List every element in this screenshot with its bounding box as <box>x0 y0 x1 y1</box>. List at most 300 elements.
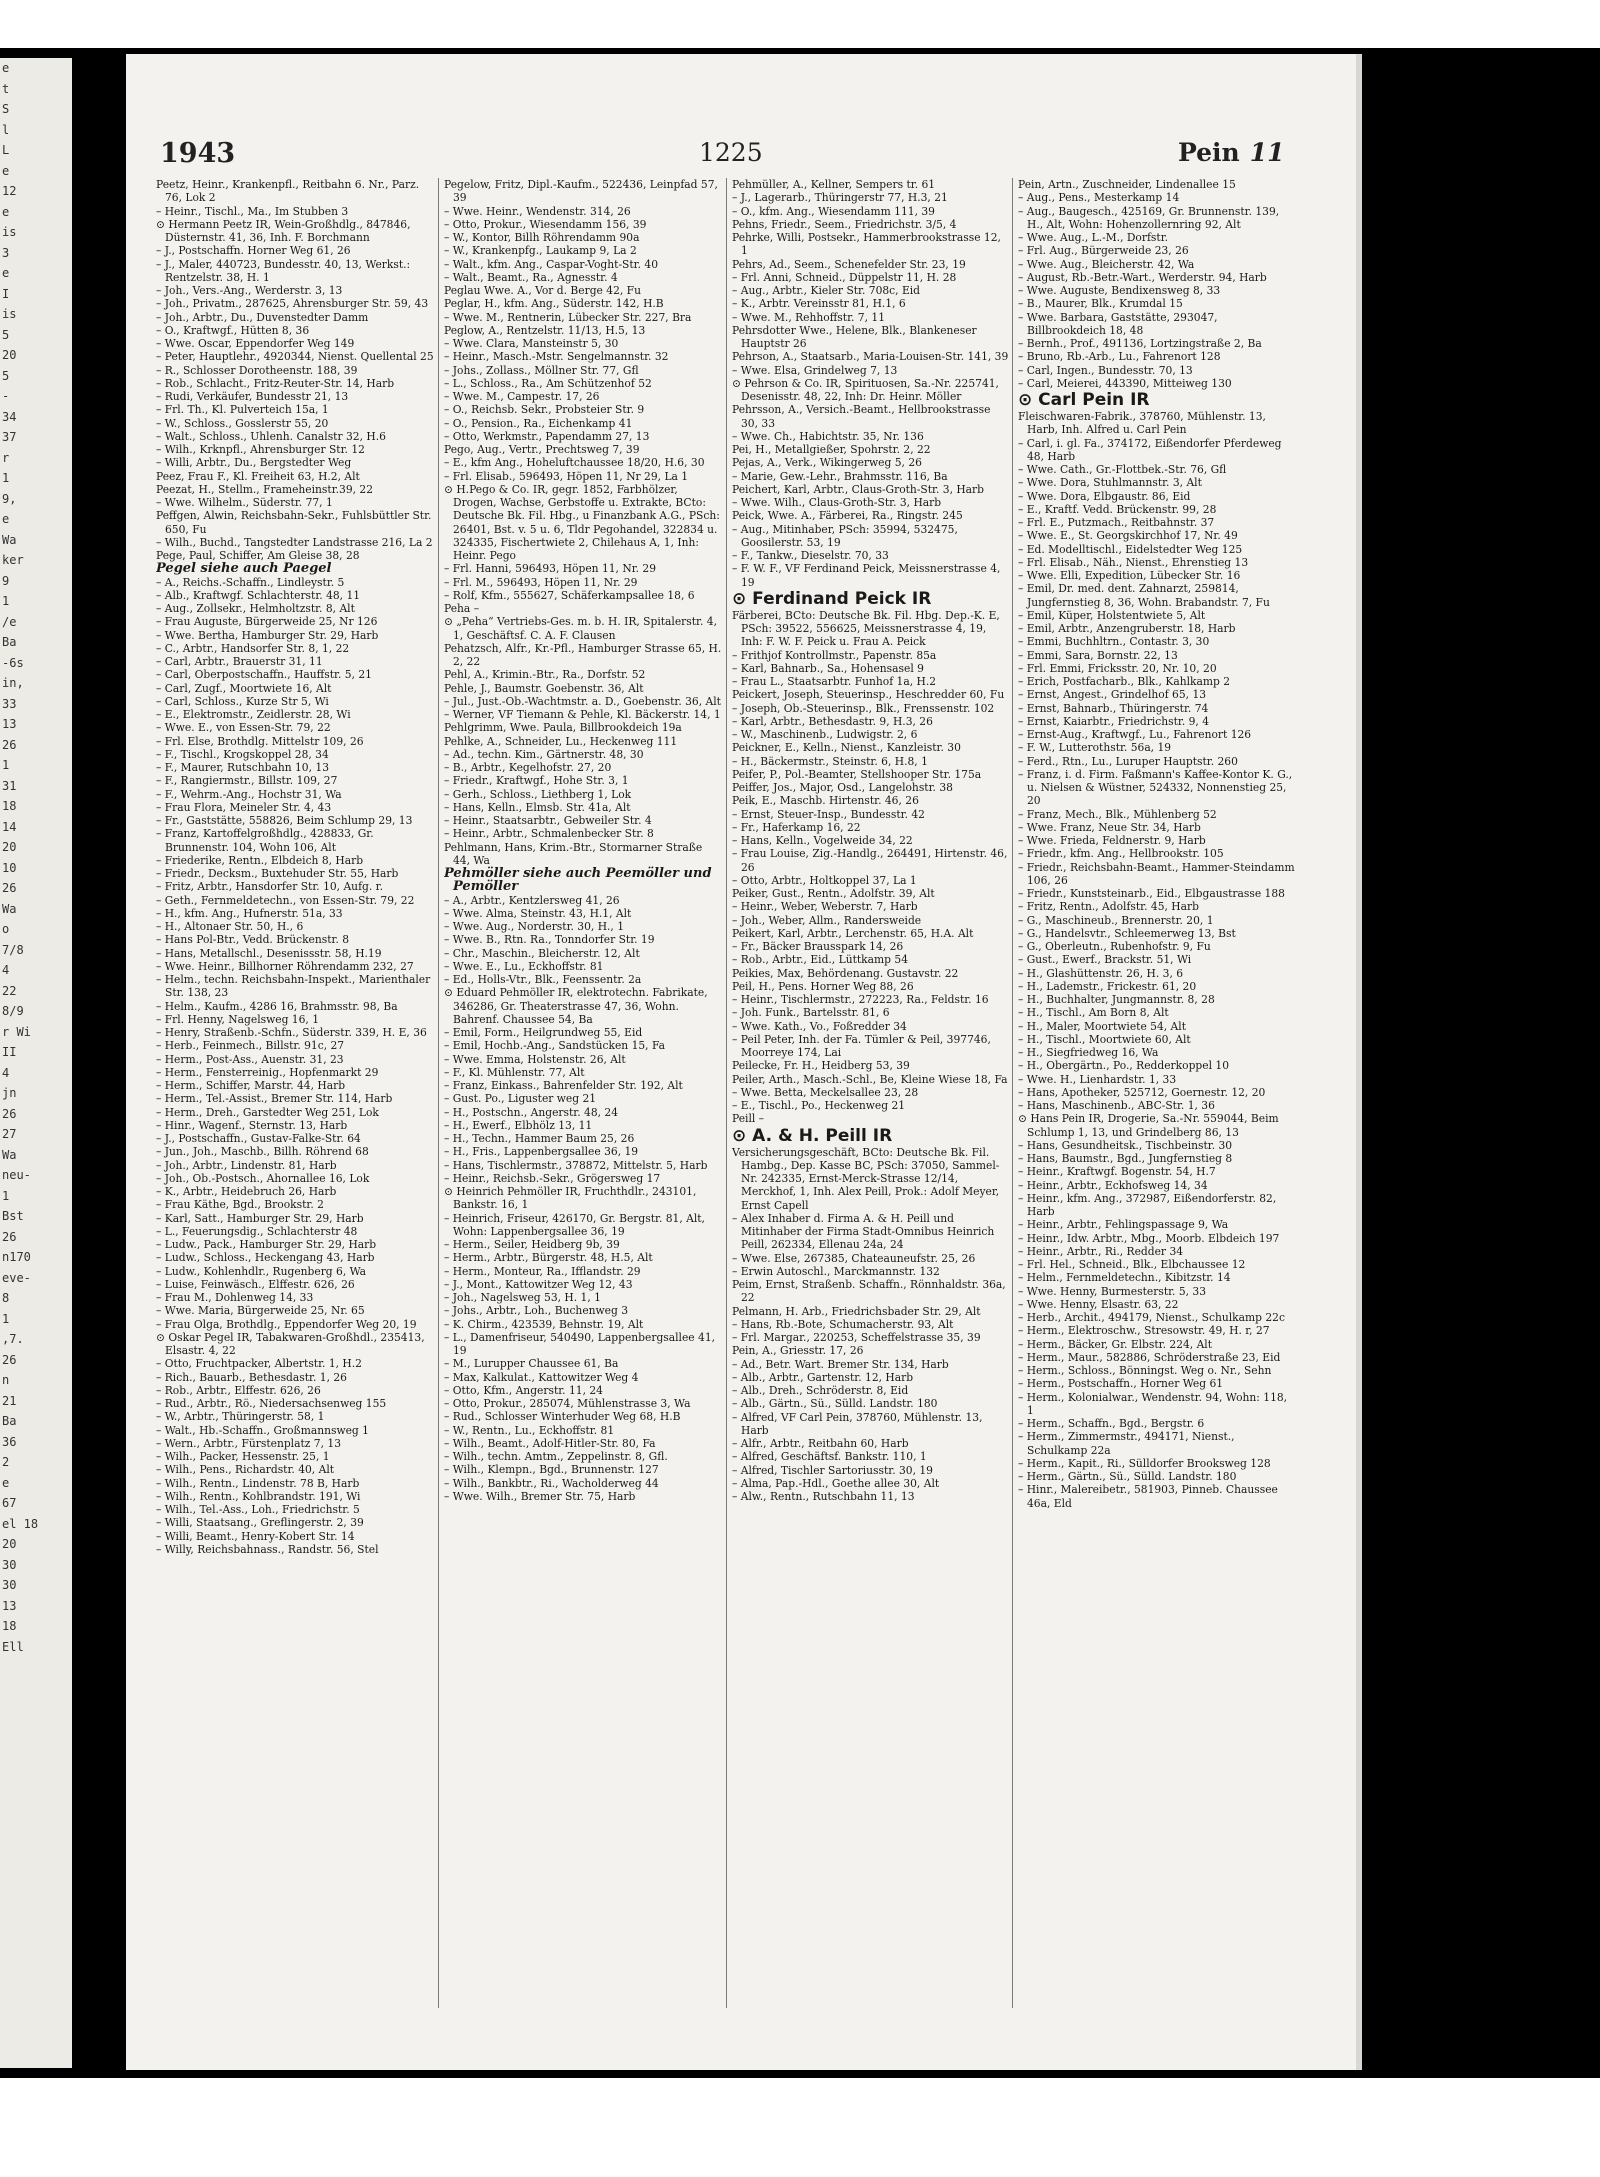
directory-entry: – Ernst, Angest., Grindelhof 65, 13 <box>1018 688 1207 702</box>
directory-entry: – Frl. Margar., 220253, Scheffelstrasse 35, 39 <box>732 1331 981 1344</box>
directory-entry: – Jul., Just.-Ob.-Wachtmstr. a. D., Goebenstr. 36, Alt <box>444 694 721 708</box>
margin-fragment: Ell <box>2 1639 24 1654</box>
directory-entry: – Walt., Schloss., Uhlenh. Canalstr 32, H.6 <box>156 429 386 443</box>
directory-entry: – Wwe. Clara, Mansteinstr 5, 30 <box>444 337 619 350</box>
margin-fragment: e <box>2 204 10 219</box>
directory-entry: ⊙ Eduard Pehmöller IR, elektrotechn. Fabrikate, 346286, Gr. Theaterstrasse 47, 36, Wohn. Bahrenf. Chaussee 54, Ba <box>444 986 708 1026</box>
directory-entry: ⊙ H.Pego & Co. IR, gegr. 1852, Farbhölzer, Drogen, Wachse, Gerbstoffe u. Extrakte, BCto: Deutsche Bk. Fil. Hbg., u Finanzbank A.G., PSch: 26401, Bst. v. 5 u. 6, Tldr Pegohandel, 322834 u. 324335, Fischertwiete 2, Chilehaus A, 1, Inh: Heinr. Pego <box>444 482 720 562</box>
margin-fragment: 37 <box>2 430 17 444</box>
page-number: 1225 <box>699 138 763 167</box>
directory-entry: – Wwe. B., Rtn. Ra., Tonndorfer Str. 19 <box>444 933 655 947</box>
directory-entry: Peglar, H., kfm. Ang., Süderstr. 142, H.B <box>444 297 664 311</box>
directory-entry: – F. W., Lutterothstr. 56a, 19 <box>1018 741 1172 755</box>
directory-entry: Pehlmann, Hans, Krim.-Btr., Stormarner Straße 44, Wa <box>444 840 703 867</box>
directory-entry: – Henry, Straßenb.-Schfn., Süderstr. 339, H. E, 36 <box>156 1026 427 1039</box>
directory-entry: – E., kfm Ang., Hoheluftchaussee 18/20, H.6, 30 <box>444 456 705 470</box>
directory-entry: Versicherungsgeschäft, BCto: Deutsche Bk. Fil. Hambg., Dep. Kasse BC, PSch: 37050, Sammel-Nr. 242335, Ernst-Merck-Strasse 12/14, Merckhof, 1, Inh. Alex Peill, Prok.: Adolf Meyer, Ernst Capell <box>732 1145 1000 1212</box>
directory-entry: – Frithjof Kontrollmstr., Papenstr. 85a <box>732 648 937 662</box>
directory-entry: – Alw., Rentn., Rutschbahn 11, 13 <box>732 1490 915 1503</box>
previous-page-margin <box>0 58 72 2068</box>
margin-fragment: e <box>2 266 10 280</box>
margin-fragment: 1 <box>2 471 10 485</box>
directory-entry: – Joh., Weber, Allm., Randersweide <box>732 913 922 927</box>
directory-entry: Peikert, Karl, Arbtr., Lerchenstr. 65, H.A. Alt <box>732 926 974 940</box>
directory-entry: – Ludw., Kohlenhdlr., Rugenberg 6, Wa <box>156 1264 367 1278</box>
directory-entry: – Hans, Kelln., Elmsb. Str. 41a, Alt <box>444 800 631 814</box>
directory-entry: – Wwe. Aug., Bleicherstr. 42, Wa <box>1018 257 1195 271</box>
directory-entry: – Wwe. Elsa, Grindelweg 7, 13 <box>732 363 898 377</box>
page-edge <box>1356 54 1362 2070</box>
directory-entry: – Frl. Th., Kl. Pulverteich 15a, 1 <box>156 403 329 417</box>
directory-column-3 <box>732 178 1010 2008</box>
directory-entry: – Wwe. Wilh., Claus-Groth-Str. 3, Harb <box>732 496 942 509</box>
margin-fragment: e <box>2 61 10 75</box>
directory-entry: – H., Tischl., Am Born 8, Alt <box>1018 1006 1169 1020</box>
running-head <box>1178 138 1285 167</box>
directory-entry: – H., Obergärtn., Po., Redderkoppel 10 <box>1018 1059 1229 1073</box>
directory-entry: – O., Reichsb. Sekr., Probsteier Str. 9 <box>444 403 645 417</box>
directory-entry: – Heinr., Idw. Arbtr., Mbg., Moorb. Elbdeich 197 <box>1018 1231 1280 1245</box>
directory-entry: Pego, Aug., Vertr., Prechtsweg 7, 39 <box>444 443 640 456</box>
directory-entry: – W., Schloss., Gosslerstr 55, 20 <box>156 416 329 430</box>
directory-entry: – Wwe. Ch., Habichtstr. 35, Nr. 136 <box>732 429 924 443</box>
directory-entry: – G., Oberleutn., Rubenhofstr. 9, Fu <box>1018 940 1211 953</box>
directory-entry: – F. W. F., VF Ferdinand Peick, Meissnerstrasse 4, 19 <box>732 562 1001 589</box>
directory-entry: – Wilh., Rentn., Kohlbrandstr. 191, Wi <box>156 1489 361 1503</box>
directory-entry: – Ed. Modelltischl., Eidelstedter Weg 125 <box>1018 542 1243 556</box>
directory-entry: – K., Arbtr., Heidebruch 26, Harb <box>156 1185 337 1198</box>
directory-entry: – Erich, Postfacharb., Blk., Kahlkamp 2 <box>1018 675 1231 688</box>
directory-entry: – Wwe. Barbara, Gaststätte, 293047, Billbrookdeich 18, 48 <box>1018 310 1218 337</box>
directory-entry: – Joh., Ob.-Postsch., Ahornallee 16, Lok <box>156 1171 370 1185</box>
directory-entry: – Wwe. M., Campestr. 17, 26 <box>444 390 600 403</box>
directory-entry: – Frl. Emmi, Fricksstr. 20, Nr. 10, 20 <box>1018 661 1217 675</box>
directory-entry: – Wwe. Aug., Norderstr. 30, H., 1 <box>444 920 625 933</box>
directory-entry: Färberei, BCto: Deutsche Bk. Fil. Hbg. Dep.-K. E, PSch: 39522, 556625, Meissnerstrasse 4, 19, Inh: F. W. F. Peick u. Frau A. Peick <box>732 608 1000 649</box>
margin-fragment: in, <box>2 676 24 690</box>
column-rule <box>438 178 439 2008</box>
margin-fragment: is <box>2 307 17 321</box>
directory-entry: – F., Maurer, Rutschbahn 10, 13 <box>156 761 329 774</box>
directory-entry: – Otto, Kfm., Angerstr. 11, 24 <box>444 1383 603 1397</box>
directory-entry: – Ludw., Pack., Hamburger Str. 29, Harb <box>156 1238 377 1251</box>
margin-fragment: 26 <box>2 1106 17 1121</box>
directory-entry: – Herm., Arbtr., Bürgerstr. 48, H.5, Alt <box>444 1251 653 1265</box>
directory-entry: ⊙ „Peha“ Vertriebs-Ges. m. b. H. IR, Spitalerstr. 4, 1, Geschäftsf. C. A. F. Clausen <box>444 615 717 642</box>
directory-entry: – Willi, Staatsang., Greflingerstr. 2, 39 <box>156 1516 364 1530</box>
directory-entry: Peglau Wwe. A., Vor d. Berge 42, Fu <box>444 284 641 297</box>
margin-fragment: e <box>2 163 10 178</box>
margin-fragment: o <box>2 922 10 936</box>
directory-entry: – Wwe. Else, 267385, Chateauneufstr. 25, 26 <box>732 1251 976 1265</box>
directory-entry: – Wwe. E., von Essen-Str. 79, 22 <box>156 721 331 735</box>
directory-entry: – Bruno, Rb.-Arb., Lu., Fahrenort 128 <box>1018 350 1221 364</box>
directory-entry: – Carl, Schloss., Kurze Str 5, Wi <box>156 694 329 708</box>
directory-entry: – Emmi, Sara, Bornstr. 22, 13 <box>1018 648 1178 662</box>
directory-entry: – E., Tischl., Po., Heckenweg 21 <box>732 1099 906 1112</box>
margin-fragment: 20 <box>2 840 17 854</box>
directory-entry: – Frau Louise, Zig.-Handlg., 264491, Hirtenstr. 46, 26 <box>732 847 1008 874</box>
directory-entry: – Otto, Arbtr., Holtkoppel 37, La 1 <box>732 873 917 887</box>
margin-fragment: II <box>2 1045 17 1059</box>
directory-entry: – Wilh., Tel.-Ass., Loh., Friedrichstr. 5 <box>156 1503 360 1516</box>
directory-entry: ⊙ Pehrson & Co. IR, Spirituosen, Sa.-Nr. 225741, Desenisstr. 48, 22, Inh: Dr. Heinr. Möller <box>732 376 999 403</box>
margin-fragment: 26 <box>2 1229 17 1244</box>
page-year: 1943 <box>160 138 236 169</box>
directory-column-4 <box>1018 178 1296 2008</box>
directory-entry: – Wilh., Klempn., Bgd., Brunnenstr. 127 <box>444 1463 659 1477</box>
directory-entry: – F., Tischl., Krogskoppel 28, 34 <box>156 747 329 761</box>
directory-entry: – W., Kontor, Billh Röhrendamm 90a <box>444 231 640 244</box>
directory-entry: – Aug., Arbtr., Kieler Str. 708c, Eid <box>732 284 921 297</box>
directory-entry: – Emmi, Buchhltrn., Contastr. 3, 30 <box>1018 635 1210 649</box>
directory-entry: – K., Arbtr. Vereinsstr 81, H.1, 6 <box>732 297 906 311</box>
directory-entry: – H., Siegfriedweg 16, Wa <box>1018 1046 1159 1059</box>
directory-entry: Peickner, E., Kelln., Nienst., Kanzleistr. 30 <box>732 741 961 755</box>
directory-entry: – Hinr., Malereibetr., 581903, Pinneb. Chaussee 46a, Eld <box>1018 1483 1278 1510</box>
directory-entry: – H., Buchhalter, Jungmannstr. 8, 28 <box>1018 993 1215 1006</box>
directory-entry: – Fritz, Arbtr., Hansdorfer Str. 10, Aufg. r. <box>156 880 383 894</box>
directory-entry: – Frl. M., 596493, Höpen 11, Nr. 29 <box>444 575 638 589</box>
margin-fragment: /e <box>2 614 17 629</box>
directory-entry: – Otto, Prokur., 285074, Mühlenstrasse 3, Wa <box>444 1397 691 1410</box>
directory-entry: – Hans, Rb.-Bote, Schumacherstr. 93, Alt <box>732 1317 954 1331</box>
directory-entry: – Hans Pol-Btr., Vedd. Brückenstr. 8 <box>156 933 350 947</box>
margin-fragment: 34 <box>2 409 17 424</box>
directory-entry: ⊙ Hermann Peetz IR, Wein-Großhdlg., 847846, Düsternstr. 41, 36, Inh. F. Borchmann <box>156 217 411 244</box>
directory-entry: – F., Wehrm.-Ang., Hochstr 31, Wa <box>156 787 342 801</box>
directory-entry: – Herb., Archit., 494179, Nienst., Schulkamp 22c <box>1018 1311 1285 1324</box>
margin-fragment: 10 <box>2 860 17 875</box>
directory-entry: Pehatzsch, Alfr., Kr.-Pfl., Hamburger Strasse 65, H. 2, 22 <box>444 641 722 668</box>
directory-entry: ⊙ Heinrich Pehmöller IR, Fruchthdlr., 243101, Bankstr. 16, 1 <box>444 1185 697 1212</box>
margin-fragment: Bst <box>2 1209 24 1223</box>
directory-entry: – J., Mont., Kattowitzer Weg 12, 43 <box>444 1277 633 1291</box>
directory-entry: – Heinr., kfm. Ang., 372987, Eißendorferstr. 82, Harb <box>1018 1191 1277 1218</box>
directory-entry: – Wwe. E., Lu., Eckhoffstr. 81 <box>444 959 604 973</box>
directory-entry: – Frl. Elisab., 596493, Höpen 11, Nr 29, La 1 <box>444 469 689 483</box>
directory-entry: – Heinr., Arbtr., Eckhofsweg 14, 34 <box>1018 1178 1208 1192</box>
directory-entry: – Wwe. Heinr., Billhorner Röhrendamm 232, 27 <box>156 959 414 973</box>
margin-fragment: 12 <box>2 184 17 198</box>
directory-entry: – Frau Auguste, Bürgerweide 25, Nr 126 <box>156 615 378 629</box>
margin-fragment: r <box>2 450 10 465</box>
directory-entry: – Fr., Bäcker Brausspark 14, 26 <box>732 940 904 953</box>
directory-entry: – Joh. Funk., Bartelsstr. 81, 6 <box>732 1006 890 1020</box>
directory-entry: – Wilh., Krknpfl., Ahrensburger Str. 12 <box>156 443 365 456</box>
directory-entry: – Rich., Bauarb., Bethesdastr. 1, 26 <box>156 1370 347 1384</box>
directory-entry: – A., Reichs.-Schaffn., Lindleystr. 5 <box>156 575 345 589</box>
directory-entry: – Carl, i. gl. Fa., 374172, Eißendorfer Pferdeweg 48, Harb <box>1018 436 1282 463</box>
margin-fragment: 33 <box>2 696 17 711</box>
directory-entry: – Heinrich, Friseur, 426170, Gr. Bergstr. 81, Alt, Wohn: Lappenbergsallee 36, 19 <box>444 1211 705 1238</box>
directory-entry: ⊙ Carl Pein IR <box>1018 390 1150 410</box>
margin-fragment: 4 <box>2 1065 10 1080</box>
directory-entry: ⊙ A. & H. Peill IR <box>732 1125 893 1146</box>
margin-fragment: 21 <box>2 1393 17 1408</box>
margin-fragment: 27 <box>2 1127 17 1141</box>
directory-entry: – C., Arbtr., Handsorfer Str. 8, 1, 22 <box>156 641 350 655</box>
directory-entry: – Gerh., Schloss., Liethberg 1, Lok <box>444 787 632 801</box>
directory-entry: – Johs., Zollass., Möllner Str. 77, Gfl <box>444 363 639 377</box>
directory-entry: Peilecke, Fr. H., Heidberg 53, 39 <box>732 1059 910 1073</box>
directory-entry: – Friedr., Kunststeinarb., Eid., Elbgaustrasse 188 <box>1018 887 1285 900</box>
margin-fragment: 1 <box>2 594 10 608</box>
directory-entry: Pehrke, Willi, Postsekr., Hammerbrookstrasse 12, 1 <box>732 231 1001 258</box>
margin-fragment: 14 <box>2 819 17 834</box>
directory-entry: – Frl. Hel., Schneid., Blk., Elbchaussee 12 <box>1018 1258 1246 1271</box>
directory-entry: – Alfred, Geschäftsf. Bankstr. 110, 1 <box>732 1450 927 1464</box>
margin-fragment: 4 <box>2 963 10 977</box>
directory-entry: – Johs., Arbtr., Loh., Buchenweg 3 <box>444 1304 629 1318</box>
directory-entry: – Wwe. Wilhelm., Süderstr. 77, 1 <box>156 496 333 509</box>
directory-entry: – Frl. Else, Brothdlg. Mittelstr 109, 26 <box>156 734 364 748</box>
margin-fragment: 31 <box>2 778 17 793</box>
column-rule <box>726 178 727 2008</box>
margin-fragment: L <box>2 143 10 157</box>
directory-entry: – Marie, Gew.-Lehr., Brahmsstr. 116, Ba <box>732 469 948 483</box>
directory-entry: – Wwe. Henny, Burmesterstr. 5, 33 <box>1018 1284 1207 1298</box>
directory-entry: – Aug., Zollsekr., Helmholtzstr. 8, Alt <box>156 602 355 615</box>
directory-entry: – Emil, Küper, Holstentwiete 5, Alt <box>1018 608 1206 622</box>
directory-entry: – Heinr., Reichsb.-Sekr., Grögersweg 17 <box>444 1171 661 1185</box>
directory-entry: – Wwe. Aug., L.-M., Dorfstr. <box>1018 231 1169 244</box>
margin-fragment: 5 <box>2 368 10 383</box>
directory-entry: – Alb., Gärtn., Sü., Sülld. Landstr. 180 <box>732 1397 938 1411</box>
margin-fragment: -6s <box>2 655 24 670</box>
directory-entry: – Geth., Fernmeldetechn., von Essen-Str. 79, 22 <box>156 893 415 907</box>
directory-entry: Pehmöller siehe auch Peemöller und Pemöller <box>444 866 712 895</box>
directory-entry: – G., Maschineub., Brennerstr. 20, 1 <box>1018 913 1214 927</box>
directory-entry: Peetz, Heinr., Krankenpfl., Reitbahn 6. Nr., Parz. 76, Lok 2 <box>156 178 420 205</box>
directory-entry: – Carl, Ingen., Bundesstr. 70, 13 <box>1018 363 1193 377</box>
directory-entry: – Frl. E., Putzmach., Reitbahnstr. 37 <box>1018 516 1215 529</box>
directory-entry: – Walt., Beamt., Ra., Agnesstr. 4 <box>444 270 618 284</box>
directory-entry: – Emil, Hochb.-Ang., Sandstücken 15, Fa <box>444 1039 666 1053</box>
directory-entry: Pegelow, Fritz, Dipl.-Kaufm., 522436, Leinpfad 57, 39 <box>444 178 718 205</box>
directory-entry: – Bernh., Prof., 491136, Lortzingstraße 2, Ba <box>1018 337 1262 350</box>
directory-entry: – Carl, Arbtr., Brauerstr 31, 11 <box>156 655 323 668</box>
directory-entry: – Hans, Apotheker, 525712, Goernestr. 12, 20 <box>1018 1085 1266 1099</box>
directory-entry: – Luise, Feinwäsch., Elffestr. 626, 26 <box>156 1277 355 1291</box>
margin-fragment: 8/9 <box>2 1004 24 1018</box>
directory-entry: – Joh., Privatm., 287625, Ahrensburger Str. 59, 43 <box>156 297 429 311</box>
directory-entry: – Wilh., Beamt., Adolf-Hitler-Str. 80, Fa <box>444 1436 656 1450</box>
directory-entry: – E., Elektromstr., Zeidlerstr. 28, Wi <box>156 708 351 721</box>
directory-entry: – Wilh., Pens., Richardstr. 40, Alt <box>156 1463 335 1477</box>
running-head-name: Pein <box>1178 138 1240 167</box>
directory-entry: – Joh., Nagelsweg 53, H. 1, 1 <box>444 1291 601 1304</box>
directory-entry: – Carl, Meierei, 443390, Mitteiweg 130 <box>1018 376 1232 390</box>
directory-entry: – Friedr., Reichsbahn-Beamt., Hammer-Steindamm 106, 26 <box>1018 860 1295 887</box>
directory-entry: – Karl, Satt., Hamburger Str. 29, Harb <box>156 1211 364 1225</box>
directory-entry: Peezat, H., Stellm., Frameheinstr.39, 22 <box>156 482 374 496</box>
directory-entry: – Wwe. H., Lienhardstr. 1, 33 <box>1018 1072 1177 1086</box>
directory-entry: – Emil, Arbtr., Anzengruberstr. 18, Harb <box>1018 622 1236 635</box>
directory-entry: – O., Kraftwgf., Hütten 8, 36 <box>156 323 310 337</box>
margin-fragment: eve- <box>2 1270 31 1285</box>
margin-fragment: 2 <box>2 1455 10 1469</box>
directory-entry: – Herm., Postschaffn., Horner Weg 61 <box>1018 1377 1224 1391</box>
directory-entry: – Rob., Arbtr., Elffestr. 626, 26 <box>156 1383 321 1397</box>
directory-entry: – Heinr., Masch.-Mstr. Sengelmannstr. 32 <box>444 350 669 364</box>
directory-entry: – Wwe. Elli, Expedition, Lübecker Str. 16 <box>1018 569 1241 582</box>
margin-fragment: ,7. <box>2 1332 24 1346</box>
directory-entry: – Hans, Gesundheitsk., Tischbeinstr. 30 <box>1018 1138 1233 1152</box>
directory-entry: Peglow, A., Rentzelstr. 11/13, H.5, 13 <box>444 323 646 337</box>
margin-fragment: 36 <box>2 1434 17 1449</box>
directory-entry: – Chr., Maschin., Bleicherstr. 12, Alt <box>444 946 640 960</box>
margin-fragment: 18 <box>2 1619 17 1633</box>
directory-entry: – Wilh., techn. Amtm., Zeppelinstr. 8, Gfl. <box>444 1450 668 1463</box>
directory-entry: – W., Maschinenb., Ludwigstr. 2, 6 <box>732 728 918 741</box>
directory-entry: – R., Schlosser Dorotheenstr. 188, 39 <box>156 363 358 377</box>
directory-entry: – Karl, Arbtr., Bethesdastr. 9, H.3, 26 <box>732 714 933 728</box>
directory-entry: – Werner, VF Tiemann & Pehle, Kl. Bäckerstr. 14, 1 <box>444 708 721 721</box>
directory-entry: – Alex Inhaber d. Firma A. & H. Peill und Mitinhaber der Firma Stadt-Omnibus Heinrich Peill, 262334, Ellenau 24a, 24 <box>732 1211 995 1252</box>
directory-entry: – Gust. Po., Liguster weg 21 <box>444 1092 597 1106</box>
margin-fragment: jn <box>2 1086 17 1100</box>
directory-entry: – Heinr., Tischlermstr., 272223, Ra., Feldstr. 16 <box>732 993 989 1006</box>
running-head-page: 11 <box>1249 138 1285 167</box>
directory-entry: – Wwe. Cath., Gr.-Flottbek.-Str. 76, Gfl <box>1018 463 1227 476</box>
margin-fragment: 26 <box>2 881 17 895</box>
directory-entry: – Herm., Seiler, Heidberg 9b, 39 <box>444 1238 620 1251</box>
directory-entry: – Wwe. Auguste, Bendixensweg 8, 33 <box>1018 284 1221 297</box>
directory-entry: – Fritz, Rentn., Adolfstr. 45, Harb <box>1018 900 1199 914</box>
directory-entry: Pegel siehe auch Paegel <box>156 561 332 577</box>
directory-entry: Pehle, J., Baumstr. Goebenstr. 36, Alt <box>444 681 644 695</box>
directory-entry: – K. Chirm., 423539, Behnstr. 19, Alt <box>444 1317 644 1331</box>
margin-fragment: n170 <box>2 1250 31 1264</box>
directory-entry: – Wwe. Henny, Elsastr. 63, 22 <box>1018 1297 1179 1311</box>
margin-fragment: I <box>2 286 10 301</box>
directory-entry: – Friedr., Kraftwgf., Hohe Str. 3, 1 <box>444 774 629 788</box>
directory-entry: – Frau M., Dohlenweg 14, 33 <box>156 1291 314 1304</box>
margin-fragment: e <box>2 512 10 526</box>
directory-entry: – H., Techn., Hammer Baum 25, 26 <box>444 1132 635 1145</box>
directory-entry: – L., Schloss., Ra., Am Schützenhof 52 <box>444 376 652 390</box>
directory-entry: – Otto, Werkmstr., Papendamm 27, 13 <box>444 429 650 443</box>
directory-entry: – Wilh., Rentn., Lindenstr. 78 B, Harb <box>156 1476 360 1490</box>
directory-entry: – Willi, Beamt., Henry-Kobert Str. 14 <box>156 1529 355 1543</box>
directory-entry: – Alb., Dreh., Schröderstr. 8, Eid <box>732 1384 909 1397</box>
directory-entry: – Herm., Kapit., Ri., Sülldorfer Brooksweg 128 <box>1018 1456 1271 1470</box>
directory-entry: Fleischwaren-Fabrik., 378760, Mühlenstr. 13, Harb, Inh. Alfred u. Carl Pein <box>1018 410 1266 437</box>
directory-entry: – Herm., Monteur, Ra., Ifflandstr. 29 <box>444 1264 641 1278</box>
directory-entry: – Rud., Schlosser Winterhuder Weg 68, H.B <box>444 1410 681 1424</box>
margin-fragment: Ba <box>2 635 17 649</box>
directory-entry: – H., Fris., Lappenbergsallee 36, 19 <box>444 1145 639 1159</box>
directory-entry: Peil, H., Pens. Horner Weg 88, 26 <box>732 979 914 993</box>
directory-entry: – Ernst, Steuer-Insp., Bundesstr. 42 <box>732 807 925 821</box>
directory-entry: – Herm., Schloss., Bönningst. Weg o. Nr., Sehn <box>1018 1364 1272 1377</box>
directory-entry: – Frau L., Staatsarbtr. Funhof 1a, H.2 <box>732 675 937 688</box>
directory-entry: – Herm., Tel.-Assist., Bremer Str. 114, Harb <box>156 1092 393 1106</box>
directory-entry: Pehlgrimm, Wwe. Paula, Billbrookdeich 19a <box>444 721 682 735</box>
directory-entry: – Hans, Metallschl., Desenissstr. 58, H.19 <box>156 946 382 960</box>
directory-entry: – Frau Käthe, Bgd., Brookstr. 2 <box>156 1198 324 1212</box>
directory-entry: – Herm., Fensterreinig., Hopfenmarkt 29 <box>156 1065 379 1079</box>
margin-fragment: 1 <box>2 758 10 772</box>
directory-entry: – H., Bäckermstr., Steinstr. 6, H.8, 1 <box>732 754 928 768</box>
directory-entry: – Alfred, VF Carl Pein, 378760, Mühlenstr. 13, Harb <box>732 1410 983 1437</box>
directory-entry: – Max, Kalkulat., Kattowitzer Weg 4 <box>444 1370 639 1384</box>
margin-fragment: - <box>2 389 10 403</box>
directory-entry: – W., Krankenpfg., Laukamp 9, La 2 <box>444 244 637 258</box>
directory-entry: – Herm., Zimmermstr., 494171, Nienst., Schulkamp 22a <box>1018 1430 1235 1457</box>
margin-fragment: Wa <box>2 1147 17 1162</box>
directory-entry: Peim, Ernst, Straßenb. Schaffn., Rönnhaldstr. 36a, 22 <box>732 1278 1006 1305</box>
margin-fragment: 9 <box>2 573 10 588</box>
margin-fragment: Wa <box>2 901 17 916</box>
directory-entry: – H., Ewerf., Elbhölz 13, 11 <box>444 1118 593 1132</box>
directory-entry: – Hans, Kelln., Vogelweide 34, 22 <box>732 834 913 847</box>
directory-entry: – Ludw., Schloss., Heckengang 43, Harb <box>156 1251 375 1265</box>
margin-fragment: 67 <box>2 1496 17 1510</box>
directory-entry: – Herm., Bäcker, Gr. Elbstr. 224, Alt <box>1018 1337 1213 1351</box>
directory-entry: Pehmüller, A., Kellner, Sempers tr. 61 <box>732 178 936 191</box>
directory-entry: – Carl, Zugf., Moortwiete 16, Alt <box>156 681 332 695</box>
directory-entry: – L., Feuerungsdig., Schlachterstr 48 <box>156 1224 358 1238</box>
directory-entry: – Wwe. Bertha, Hamburger Str. 29, Harb <box>156 628 379 642</box>
directory-entry: Pege, Paul, Schiffer, Am Gleise 38, 28 <box>156 549 360 562</box>
directory-entry: Peick, Wwe. A., Färberei, Ra., Ringstr. 245 <box>732 509 963 523</box>
directory-entry: – Wwe. Dora, Elbgaustr. 86, Eid <box>1018 489 1191 503</box>
directory-entry: – Rudi, Verkäufer, Bundesstr 21, 13 <box>156 390 349 403</box>
directory-entry: – Wwe. Dora, Stuhlmannstr. 3, Alt <box>1018 476 1202 490</box>
directory-entry: – Aug., Mitinhaber, PSch: 35994, 532475, Goosilerstr. 53, 19 <box>732 522 958 549</box>
directory-entry: Peiker, Gust., Rentn., Adolfstr. 39, Alt <box>732 887 935 900</box>
directory-entry: – Franz, Einkass., Bahrenfelder Str. 192, Alt <box>444 1079 683 1092</box>
directory-entry: – Hans, Baumstr., Bgd., Jungfernstieg 8 <box>1018 1152 1233 1165</box>
directory-entry: Peiler, Arth., Masch.-Schl., Be, Kleine Wiese 18, Fa <box>732 1072 1008 1086</box>
directory-entry: – H., Glashüttenstr. 26, H. 3, 6 <box>1018 966 1184 980</box>
directory-entry: Pein, Artn., Zuschneider, Lindenallee 15 <box>1018 178 1236 191</box>
directory-entry: – Alb., Kraftwgf. Schlachterstr. 48, 11 <box>156 588 361 602</box>
margin-fragment: 20 <box>2 1537 17 1551</box>
directory-entry: – Herm., Gärtn., Sü., Sülld. Landstr. 180 <box>1018 1470 1237 1483</box>
directory-entry: – Ad., Betr. Wart. Bremer Str. 134, Harb <box>732 1357 949 1371</box>
directory-entry: Peha – <box>444 602 480 615</box>
directory-entry: – Rud., Arbtr., Rö., Niedersachsenweg 155 <box>156 1397 387 1410</box>
directory-entry: – Heinr., Arbtr., Schmalenbecker Str. 8 <box>444 827 654 841</box>
directory-entry: – Wwe. Wilh., Bremer Str. 75, Harb <box>444 1489 636 1503</box>
directory-entry: – Wilh., Packer, Hessenstr. 25, 1 <box>156 1450 330 1463</box>
directory-entry: – Alma, Pap.-Hdl., Goethe allee 30, Alt <box>732 1476 940 1490</box>
directory-entry: – Helm., Fernmeldetechn., Kibitzstr. 14 <box>1018 1271 1231 1285</box>
directory-entry: – Wwe. Franz, Neue Str. 34, Harb <box>1018 820 1201 834</box>
directory-entry: Pehlke, A., Schneider, Lu., Heckenweg 111 <box>444 734 678 748</box>
directory-entry: – Hans, Maschinenb., ABC-Str. 1, 36 <box>1018 1099 1215 1112</box>
directory-entry: Peill – <box>732 1112 765 1126</box>
directory-entry: – H., Maler, Moortwiete 54, Alt <box>1018 1019 1186 1033</box>
directory-entry: – Rob., Arbtr., Eid., Lüttkamp 54 <box>732 953 908 967</box>
margin-fragment: Ba <box>2 1414 17 1428</box>
directory-entry: – Otto, Prokur., Wiesendamm 156, 39 <box>444 217 647 231</box>
margin-fragment: S <box>2 102 10 116</box>
margin-fragment: neu- <box>2 1168 31 1182</box>
directory-entry: – Carl, Oberpostschaffn., Hauffstr. 5, 21 <box>156 668 372 682</box>
directory-entry: – W., Rentn., Lu., Eckhoffstr. 81 <box>444 1423 615 1437</box>
directory-entry: – Friedr., kfm. Ang., Hellbrookstr. 105 <box>1018 847 1224 861</box>
directory-entry: – Ernst, Bahnarb., Thüringerstr. 74 <box>1018 701 1209 715</box>
directory-entry: – Franz, i. d. Firm. Faßmann's Kaffee-Kontor K. G., u. Nielsen & Wüstner, 524332, Nonnenstieg 25, 20 <box>1018 767 1293 808</box>
directory-column-1 <box>156 178 434 2008</box>
directory-entry: – W., Arbtr., Thüringerstr. 58, 1 <box>156 1410 325 1424</box>
directory-entry: – Heinr., Staatsarbtr., Gebweiler Str. 4 <box>444 814 652 827</box>
directory-entry: – Walt., Hb.-Schaffn., Großmannsweg 1 <box>156 1423 369 1437</box>
